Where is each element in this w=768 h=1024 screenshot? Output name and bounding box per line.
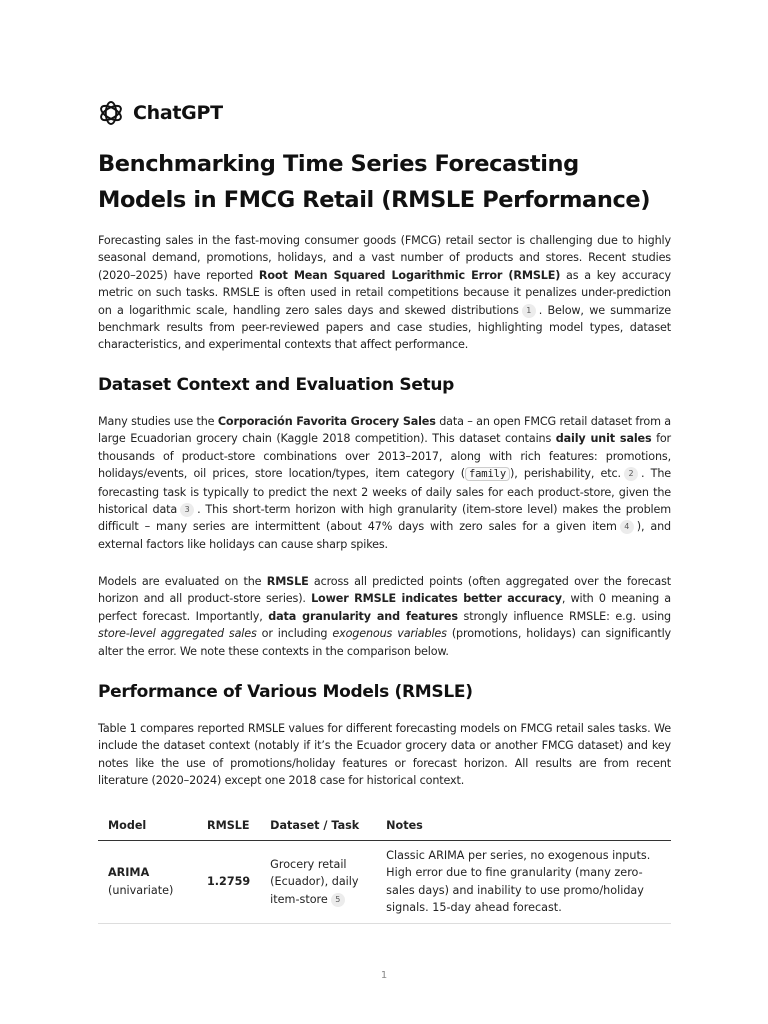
model-subtitle: (univariate)	[108, 883, 174, 897]
page-title: Benchmarking Time Series Forecasting Models in FMCG Retail (RMSLE Performance)	[98, 151, 651, 213]
brand-header	[98, 100, 223, 126]
intro-paragraph-block	[98, 232, 671, 354]
dataset-text: Grocery retail (Ecuador), daily item-store	[270, 857, 359, 906]
italic-term: exogenous variables	[332, 627, 447, 641]
text-run: for thousands of product-store combinations over 2013–2017, along with rich features: promotions, holidays/events, oil prices, store location/types, item category (	[98, 432, 672, 481]
brand-name: ChatGPT	[133, 102, 223, 124]
chatgpt-logo-icon	[98, 100, 124, 126]
bold-term: Lower RMSLE indicates better accuracy	[311, 592, 562, 606]
bold-term: Corporación Favorita Grocery Sales	[217, 415, 436, 428]
bold-term: Root Mean Squared Logarithmic Error (RMSLE)	[258, 268, 561, 282]
table-header-row	[98, 810, 671, 841]
table-cell-model	[98, 841, 197, 924]
text-run: or including	[256, 627, 333, 641]
table-row	[98, 841, 671, 924]
section-performance-heading-block	[98, 682, 671, 702]
text-run: as a key accuracy metric on such tasks. RMSLE is often used in retail competitions because it penalizes under-prediction on a logarithmic scale, handling zero sales days and skewed distributions	[98, 268, 672, 317]
text-run: ), perishability, etc.	[510, 467, 621, 481]
text-run: ), and external factors like holidays can cause sharp spikes.	[98, 520, 671, 551]
text-run: Forecasting sales in the fast-moving consumer goods (FMCG) retail sector is challenging due to highly seasonal demand, promotions, holidays, and a vast number of products and stores. Recent studies (2020–2025) have reported	[98, 234, 671, 282]
section-dataset-heading-block	[98, 375, 671, 395]
section-dataset-p1-block	[98, 413, 671, 553]
rmsle-table-block	[98, 810, 671, 924]
text-run: Many studies use the	[98, 415, 218, 428]
section-performance-p1-block	[98, 720, 671, 790]
text-run: , with 0 meaning a perfect forecast. Importantly,	[98, 592, 671, 623]
page-number: 1	[380, 970, 388, 981]
bold-term: daily unit sales	[555, 432, 652, 446]
text-run: across all predicted points (often aggregated over the forecast horizon and all product-store series).	[98, 575, 672, 606]
inline-code: family	[465, 467, 510, 481]
column-header: Model	[98, 810, 197, 841]
citation-badge[interactable]: 1	[522, 304, 536, 318]
section-dataset-p2-block	[98, 573, 671, 660]
column-header: RMSLE	[197, 810, 260, 841]
citation-badge[interactable]: 3	[180, 503, 194, 517]
dataset-paragraph-1	[98, 413, 671, 553]
table-cell-notes: Classic ARIMA per series, no exogenous inputs. High error due to fine granularity (many zero-sales days) and inability to use promo/holiday signals. 15-day ahead forecast.	[376, 841, 671, 924]
bold-term: data granularity and features	[268, 609, 458, 623]
text-run: . The forecasting task is typically to predict the next 2 weeks of daily sales for each product-store, given the historical data	[98, 467, 671, 517]
citation-badge[interactable]: 2	[624, 467, 638, 481]
italic-term: store-level aggregated sales	[98, 627, 257, 641]
table-cell-dataset	[260, 841, 376, 924]
citation-badge[interactable]: 4	[620, 520, 634, 534]
column-header: Dataset / Task	[260, 810, 376, 841]
text-run: Models are evaluated on the	[98, 575, 267, 588]
intro-paragraph	[98, 232, 671, 354]
section-heading-performance: Performance of Various Models (RMSLE)	[98, 682, 473, 702]
text-run: data – an open FMCG retail dataset from a large Ecuadorian grocery chain (Kaggle 2018 competition). This dataset contains	[98, 415, 671, 446]
rmsle-value: 1.2759	[207, 875, 251, 889]
performance-paragraph: Table 1 compares reported RMSLE values for different forecasting models on FMCG retail sales tasks. We include the dataset context (notably if it’s the Ecuador grocery data or another FMCG dataset) and key notes like the use of promotions/holiday features or forecast horizon. All results are from recent literature (2020–2024) except one 2018 case for historical context.	[98, 722, 671, 788]
text-run: . This short-term horizon with high granularity (item-store level) makes the problem difficult – many series are intermittent (about 47% days with zero sales for a given item	[98, 503, 672, 534]
text-run: . Below, we summarize benchmark results from peer-reviewed papers and case studies, highlighting model types, dataset characteristics, and experimental contexts that affect performance.	[98, 303, 671, 352]
column-header: Notes	[376, 810, 671, 841]
rmsle-table	[98, 810, 671, 924]
citation-badge[interactable]: 5	[331, 893, 345, 907]
model-name: ARIMA	[108, 866, 150, 880]
dataset-paragraph-2	[98, 573, 671, 660]
table-cell-rmsle	[197, 841, 260, 924]
text-run: strongly influence RMSLE: e.g. using	[457, 609, 671, 623]
section-heading-dataset: Dataset Context and Evaluation Setup	[98, 375, 455, 395]
bold-term: RMSLE	[266, 575, 309, 588]
text-run: (promotions, holidays) can significantly alter the error. We note these contexts in the comparison below.	[98, 627, 672, 658]
